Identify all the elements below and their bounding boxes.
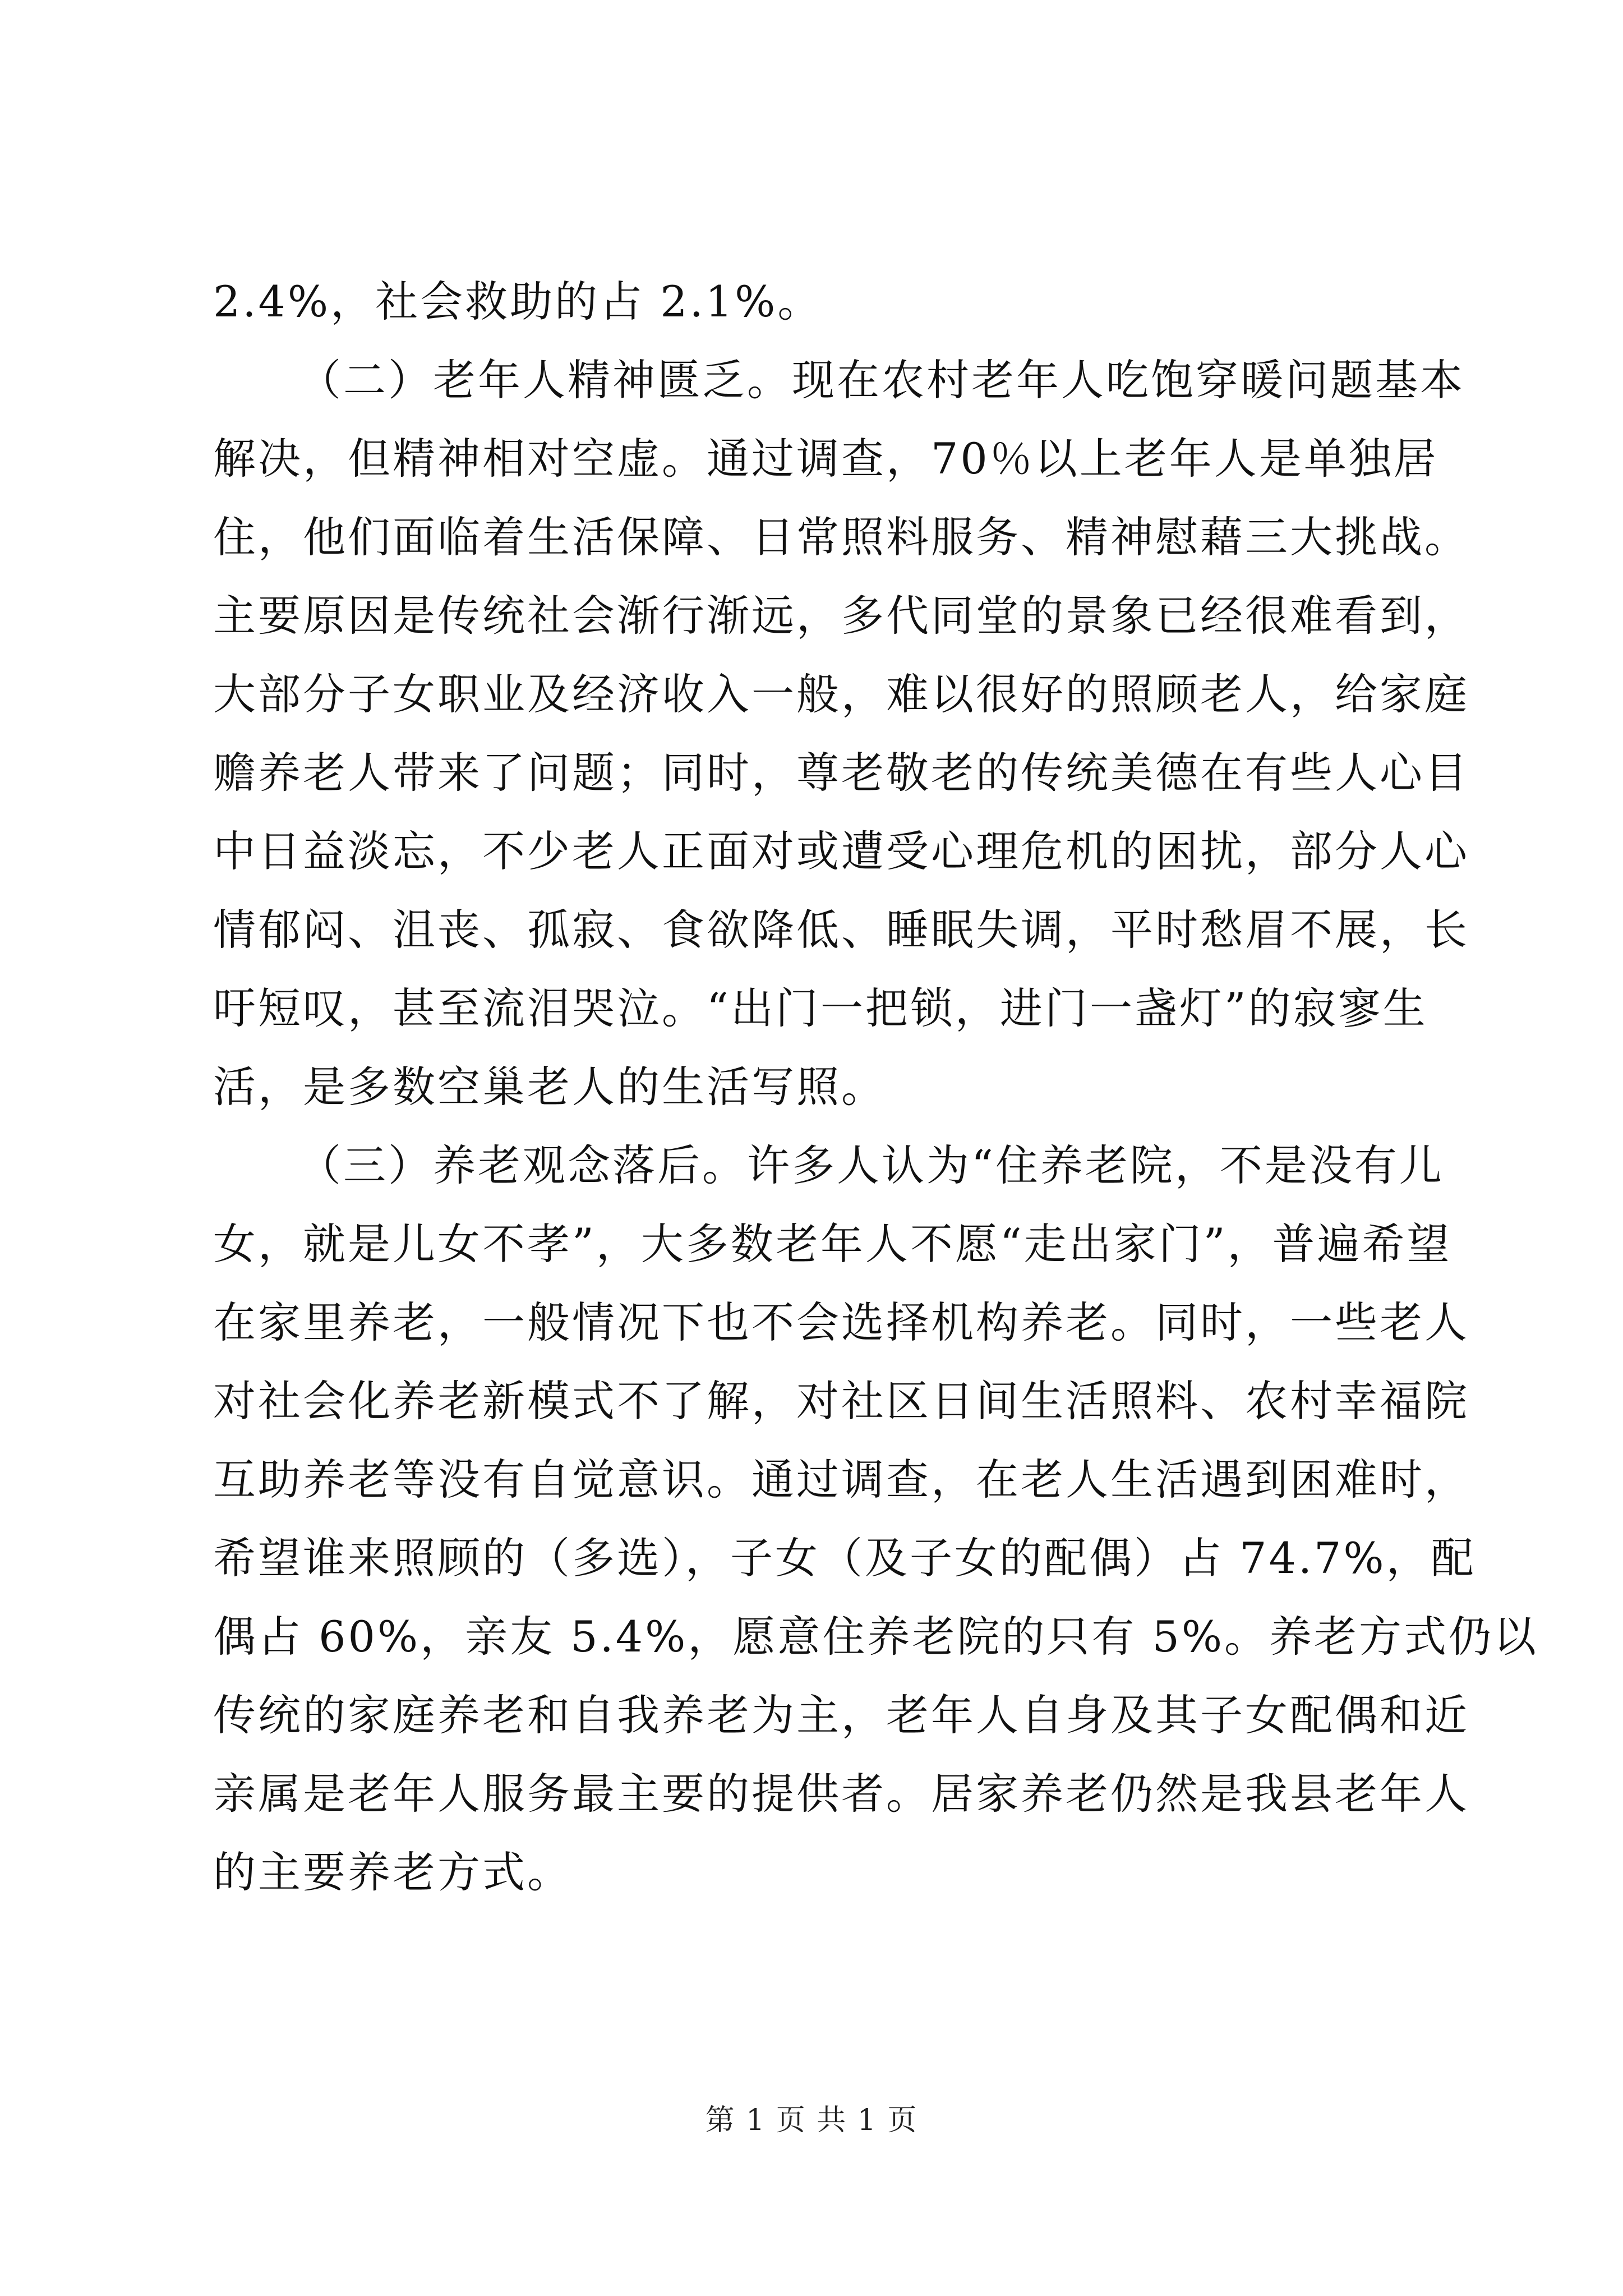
text-line: 偶占 60%，亲友 5.4%，愿意住养老院的只有 5%。养老方式仍以 — [213, 1612, 1539, 1662]
text-line: 大部分子女职业及经济收入一般，难以很好的照顾老人，给家庭 — [213, 669, 1469, 719]
text-line: 2.4%，社会救助的占 2.1%。 — [213, 277, 823, 326]
text-line: 的主要养老方式。 — [213, 1847, 572, 1897]
text-line: 住，他们面临着生活保障、日常照料服务、精神慰藉三大挑战。 — [213, 512, 1469, 562]
text-line: 女，就是儿女不孝”，大多数老年人不愿“走出家门”，普遍希望 — [213, 1219, 1452, 1269]
text-line: 中日益淡忘，不少老人正面对或遭受心理危机的困扰，部分人心 — [213, 826, 1469, 876]
page-footer: 第 1 页 共 1 页 — [705, 2104, 918, 2137]
text-line: 亲属是老年人服务最主要的提供者。居家养老仍然是我县老年人 — [213, 1769, 1469, 1819]
text-line: 对社会化养老新模式不了解，对社区日间生活照料、农村幸福院 — [213, 1376, 1469, 1426]
text-line: 希望谁来照顾的（多选），子女（及子女的配偶）占 74.7%，配 — [213, 1533, 1476, 1583]
text-line: 情郁闷、沮丧、孤寂、食欲降低、睡眠失调，平时愁眉不展，长 — [213, 905, 1469, 955]
text-line: 在家里养老，一般情况下也不会选择机构养老。同时，一些老人 — [213, 1297, 1469, 1347]
text-line: 吁短叹，甚至流泪哭泣。“出门一把锁，进门一盏灯”的寂寥生 — [213, 983, 1428, 1033]
paragraph-3-first-line: （三）养老观念落后。许多人认为“住养老院，不是没有儿 — [298, 1140, 1444, 1190]
text-line: 赡养老人带来了问题；同时，尊老敬老的传统美德在有些人心目 — [213, 748, 1469, 798]
text-line: 活，是多数空巢老人的生活写照。 — [213, 1062, 886, 1112]
text-line: 主要原因是传统社会渐行渐远，多代同堂的景象已经很难看到， — [213, 591, 1469, 641]
paragraph-2-first-line: （二）老年人精神匮乏。现在农村老年人吃饱穿暖问题基本 — [298, 355, 1465, 405]
text-line: 解决，但精神相对空虚。通过调查，70％以上老年人是单独居 — [213, 434, 1438, 484]
text-line: 互助养老等没有自觉意识。通过调查，在老人生活遇到困难时， — [213, 1455, 1469, 1504]
text-line: 传统的家庭养老和自我养老为主，老年人自身及其子女配偶和近 — [213, 1690, 1469, 1740]
